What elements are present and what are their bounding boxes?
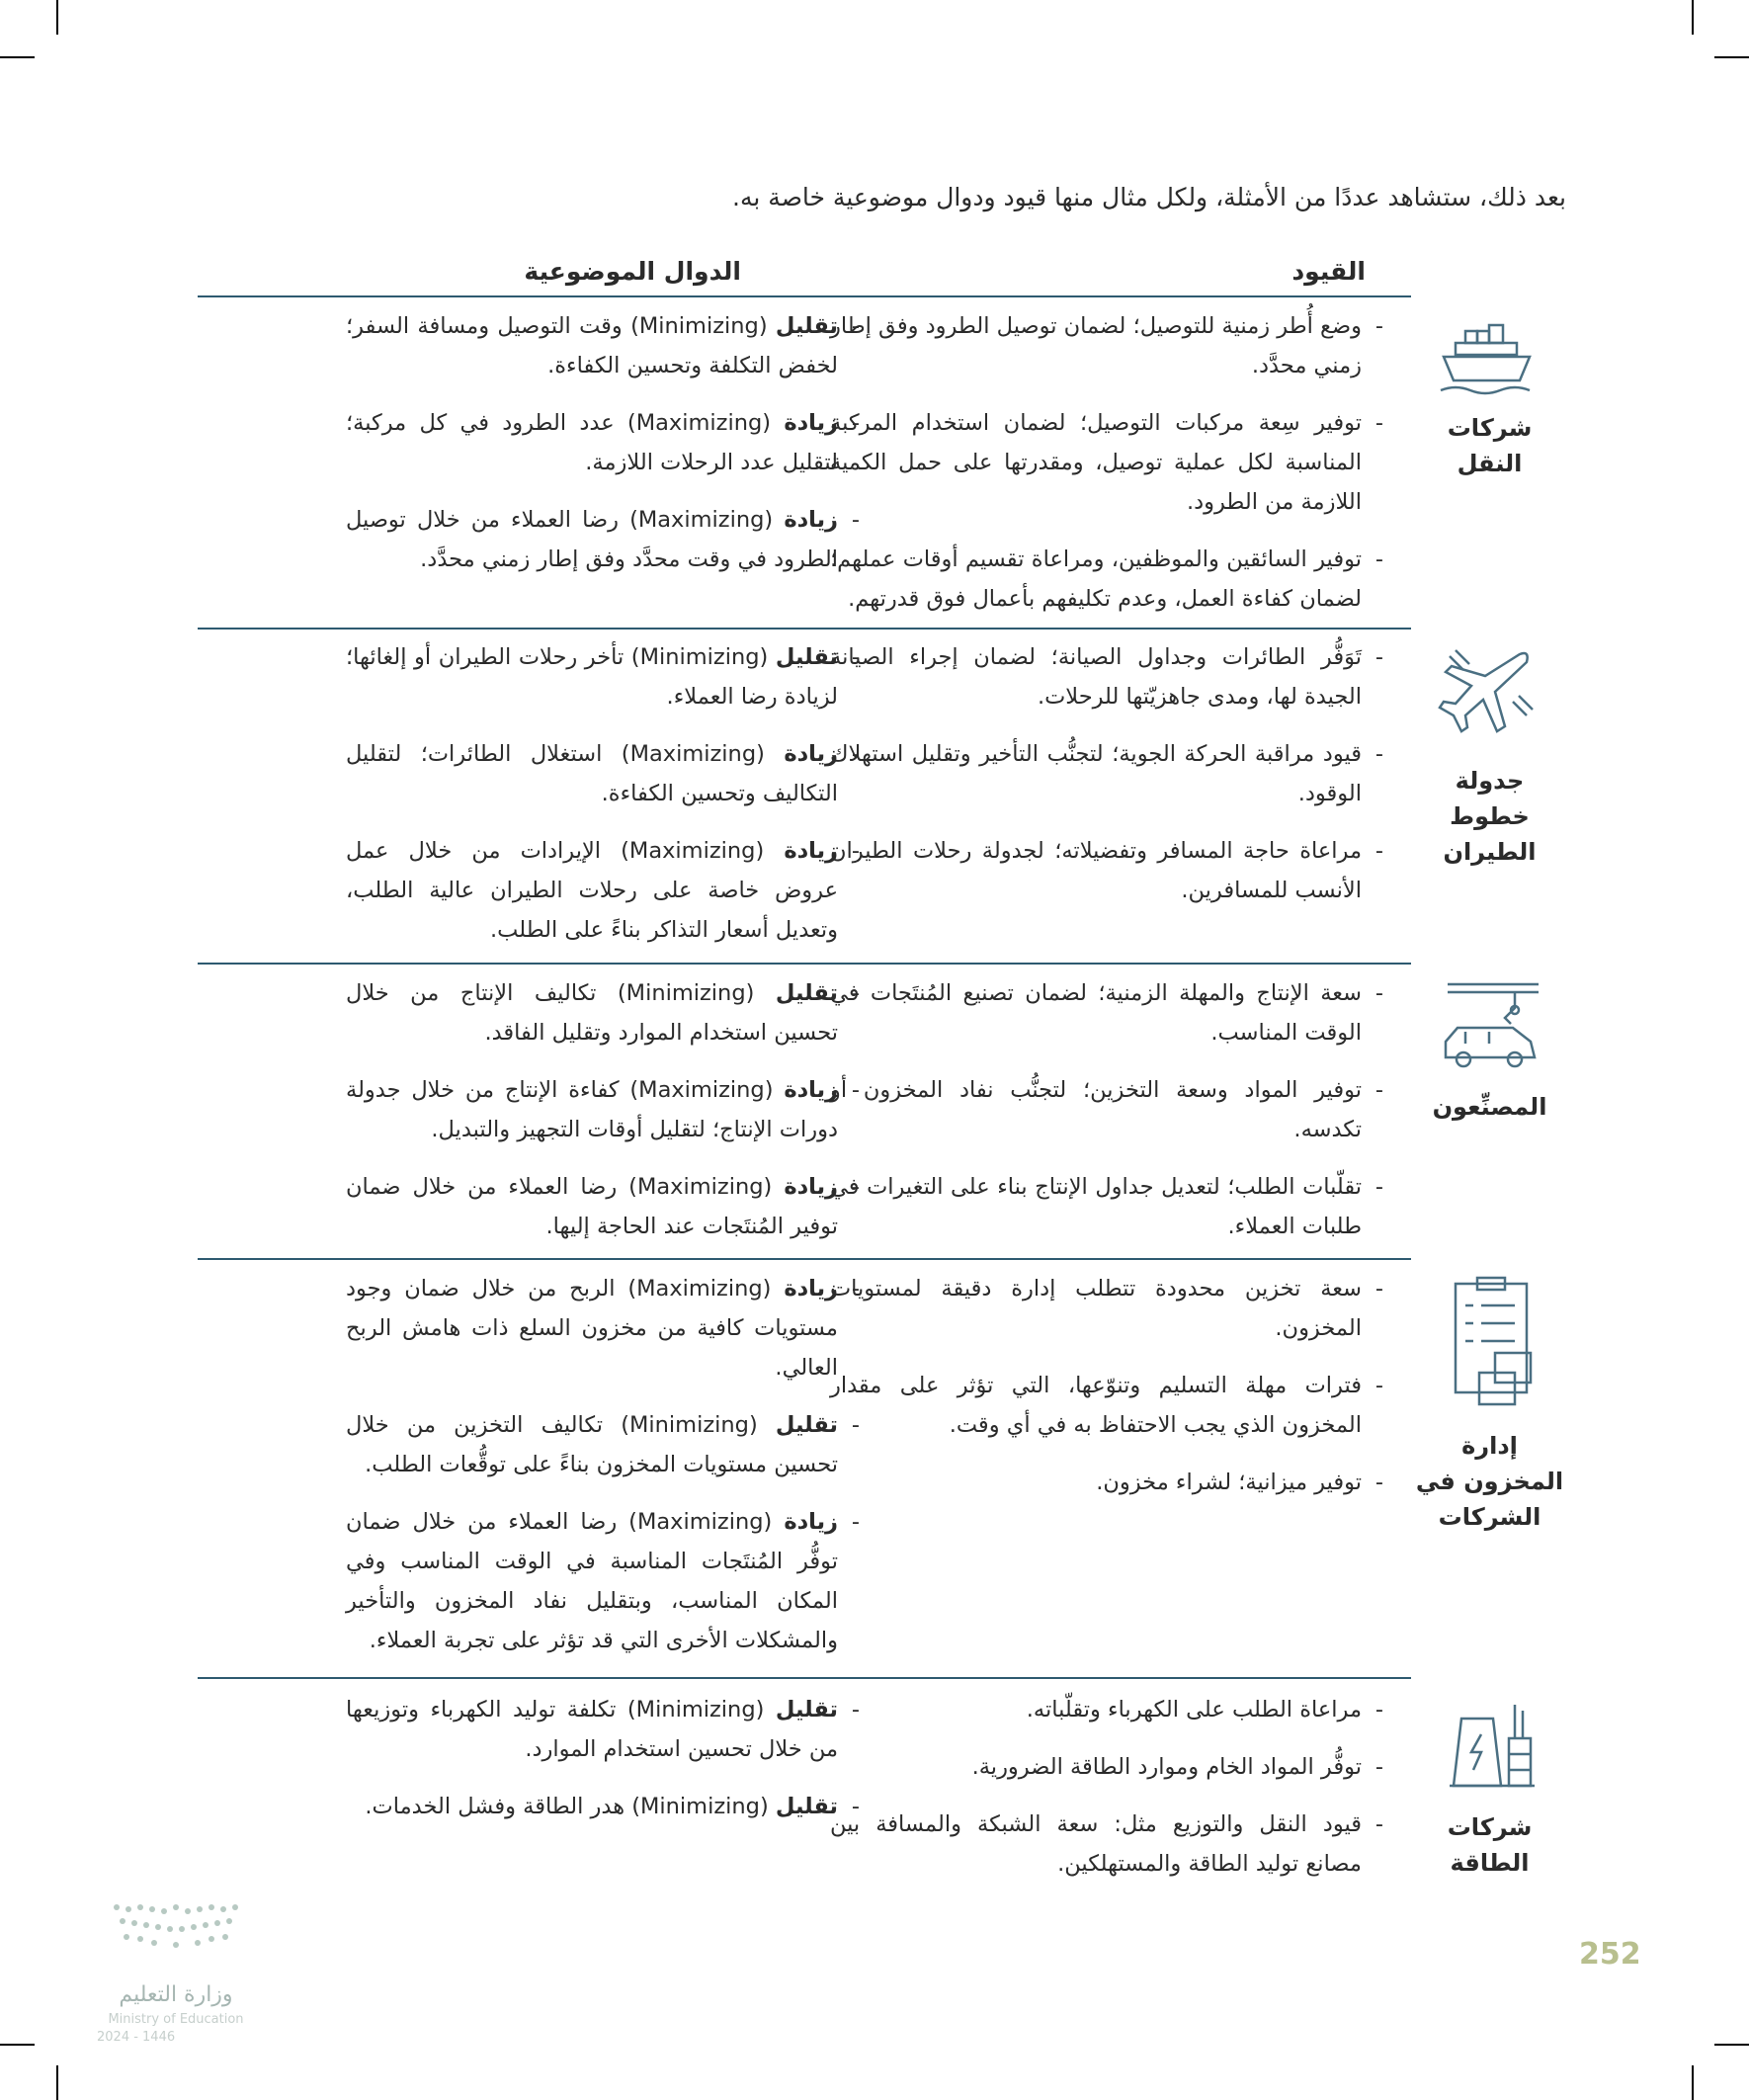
objective-keyword: تقليل	[775, 313, 838, 339]
objectives-list	[346, 637, 860, 967]
objective-item	[346, 734, 860, 813]
constraint-item: - توفير المواد وسعة التخزين؛ لتجنُّب نفاد المخزون أو تكدسه.	[830, 1070, 1383, 1149]
objective-text: (Minimizing) تأخر رحلات الطيران أو إلغائها؛ لزيادة رضا العملاء.	[346, 644, 838, 710]
objective-item	[346, 1502, 860, 1660]
objective-text: (Maximizing) الربح من خلال ضمان وجود مستويات كافية من مخزون السلع ذات هامش الربح العالي.	[346, 1276, 838, 1381]
objective-text: (Maximizing) رضا العملاء من خلال ضمان توفير المُنتَجات عند الحاجة إليها.	[346, 1174, 838, 1239]
objective-text: (Maximizing) رضا العملاء من خلال توصيل الطرود في وقت محدَّد وفق إطار زمني محدَّد.	[346, 507, 838, 572]
intro-paragraph: بعد ذلك، ستشاهد عددًا من الأمثلة، ولكل مثال منها قيود ودوال موضوعية خاصة به.	[732, 183, 1566, 211]
objective-item	[346, 1070, 860, 1149]
crop-mark	[1692, 2065, 1694, 2100]
section-title: شركات الطاقة	[1447, 1813, 1533, 1877]
objective-item	[346, 1167, 860, 1246]
objective-text: (Maximizing) كفاءة الإنتاج من خلال جدولة دورات الإنتاج؛ لتقليل أوقات التجهيز والتبديل.	[346, 1077, 838, 1142]
constraint-item: - مراعاة الطلب على الكهرباء وتقلّباته.	[830, 1690, 1383, 1729]
objective-item	[346, 500, 860, 579]
objective-item	[346, 637, 860, 716]
page-number: 252	[1579, 1937, 1641, 1972]
constraints-list	[830, 637, 1383, 928]
ministry-logo-arabic: وزارة التعليم	[119, 1982, 233, 2007]
constraints-list	[830, 1269, 1383, 1520]
objective-keyword: زيادة	[784, 507, 838, 533]
objective-item	[346, 831, 860, 950]
objectives-list	[346, 1269, 860, 1678]
constraints-list	[830, 306, 1383, 636]
objective-keyword: زيادة	[784, 1276, 838, 1302]
constraint-item: - قيود النقل والتوزيع مثل: سعة الشبكة والمسافة بين مصانع توليد الطاقة والمستهلكين.	[830, 1805, 1383, 1884]
objective-keyword: زيادة	[784, 1174, 838, 1200]
objective-keyword: تقليل	[775, 980, 839, 1006]
objective-keyword: تقليل	[775, 1697, 838, 1722]
objective-item	[346, 1405, 860, 1484]
section-title: جدولة خطوط الطيران	[1443, 767, 1537, 866]
constraint-item: - توفير سِعة مركبات التوصيل؛ لضمان استخدام المركبة المناسبة لكل عملية توصيل، ومقدرتها على حمل الكمية اللازمة من الطرود.	[830, 403, 1383, 522]
objective-item	[346, 973, 860, 1052]
crop-mark	[0, 56, 35, 58]
objective-keyword: تقليل	[775, 1412, 839, 1438]
constraint-item: - تقلّبات الطلب؛ لتعديل جداول الإنتاج بناء على التغيرات في طلبات العملاء.	[830, 1167, 1383, 1246]
section-title: شركات النقل	[1447, 414, 1533, 477]
objective-keyword: زيادة	[784, 838, 839, 864]
objective-text: (Minimizing) هدر الطاقة وفشل الخدمات.	[365, 1794, 769, 1819]
crop-mark	[1692, 0, 1694, 35]
crop-mark	[1714, 2044, 1749, 2046]
crop-mark	[1714, 56, 1749, 58]
objective-text: (Minimizing) تكلفة توليد الكهرباء وتوزيعها من خلال تحسين استخدام الموارد.	[346, 1697, 838, 1762]
airplane-icon	[1436, 642, 1544, 741]
constraint-item: - توفير السائقين والموظفين، ومراعاة تقسيم أوقات عملهم؛ لضمان كفاءة العمل، وعدم تكليفهم بأعمال فوق قدرتهم.	[830, 540, 1383, 619]
objective-text: (Minimizing) تكاليف الإنتاج من خلال تحسين استخدام الموارد وتقليل الفاقد.	[346, 980, 838, 1046]
ministry-logo-year: 2024 - 1446	[97, 2030, 176, 2045]
crop-mark	[56, 2065, 58, 2100]
constraints-list	[830, 1690, 1383, 1901]
objective-keyword: تقليل	[775, 1794, 838, 1819]
objective-item	[346, 306, 860, 385]
objective-text: (Minimizing) تكاليف التخزين من خلال تحسين مستويات المخزون بناءً على توقُّعات الطلب.	[346, 1412, 838, 1477]
constraint-item: - توفُّر المواد الخام وموارد الطاقة الضرورية.	[830, 1747, 1383, 1787]
table-divider	[198, 295, 1411, 297]
objectives-list	[346, 973, 860, 1264]
car-factory-icon	[1436, 978, 1544, 1077]
objective-text: (Maximizing) استغلال الطائرات؛ لتقليل التكاليف وتحسين الكفاءة.	[346, 741, 838, 806]
objective-item	[346, 1269, 860, 1387]
constraints-header: القيود	[1291, 257, 1366, 286]
objective-item	[346, 403, 860, 482]
objective-text: (Minimizing) وقت التوصيل ومسافة السفر؛ لخفض التكلفة وتحسين الكفاءة.	[346, 313, 838, 378]
objective-keyword: زيادة	[784, 741, 838, 767]
constraint-item: - مراعاة حاجة المسافر وتفضيلاته؛ لجدولة رحلات الطيران الأنسب للمسافرين.	[830, 831, 1383, 910]
objectives-header: الدوال الموضوعية	[524, 257, 741, 286]
constraint-item: - توفير ميزانية؛ لشراء مخزون.	[830, 1463, 1383, 1502]
constraint-item: - وضع أُطر زمنية للتوصيل؛ لضمان توصيل الطرود وفق إطار زمني محدَّد.	[830, 306, 1383, 385]
objectives-list	[346, 1690, 860, 1844]
objective-item	[346, 1787, 860, 1826]
ministry-logo-english: Ministry of Education	[108, 2012, 244, 2027]
constraints-list	[830, 973, 1383, 1264]
constraint-item: - سعة تخزين محدودة تتطلب إدارة دقيقة لمستويات المخزون.	[830, 1269, 1383, 1348]
crop-mark	[56, 0, 58, 35]
constraint-item: - فترات مهلة التسليم وتنوّعها، التي تؤثر على مقدار المخزون الذي يجب الاحتفاظ به في أي وقت.	[830, 1366, 1383, 1445]
objectives-list	[346, 306, 860, 597]
section-title: إدارة المخزون في الشركات	[1415, 1432, 1564, 1531]
objective-keyword: تقليل	[775, 644, 838, 670]
section-title: المصنِّعون	[1432, 1093, 1547, 1121]
power-plant-icon	[1436, 1695, 1544, 1794]
ministry-logo-icon	[97, 1897, 255, 1967]
constraint-item: - قيود مراقبة الحركة الجوية؛ لتجنُّب التأخير وتقليل استهلاك الوقود.	[830, 734, 1383, 813]
constraint-item: - سعة الإنتاج والمهلة الزمنية؛ لضمان تصنيع المُنتَجات في الوقت المناسب.	[830, 973, 1383, 1052]
objective-keyword: زيادة	[784, 1509, 838, 1535]
constraint-item: - تَوَفُّر الطائرات وجداول الصيانة؛ لضمان إجراء الصيانة الجيدة لها، ومدى جاهزيّتها للرحلات.	[830, 637, 1383, 716]
objective-item	[346, 1690, 860, 1769]
objective-text: (Maximizing) عدد الطرود في كل مركبة؛ لتقليل عدد الرحلات اللازمة.	[346, 410, 838, 475]
crop-mark	[0, 2044, 35, 2046]
objective-keyword: زيادة	[784, 1077, 839, 1103]
inventory-clipboard-icon	[1436, 1274, 1544, 1412]
ship-icon	[1436, 311, 1544, 410]
objective-text: (Maximizing) الإيرادات من خلال عمل عروض خاصة على رحلات الطيران عالية الطلب، وتعديل أسعار التذاكر بناءً على الطلب.	[346, 838, 838, 943]
objective-keyword: زيادة	[784, 410, 838, 436]
objective-text: (Maximizing) رضا العملاء من خلال ضمان توفُّر المُنتَجات المناسبة في الوقت المناسب وفي المكان المناسب، وبتقليل نفاد المخزون والتأخير والمشكلات الأخرى التي قد تؤثر على تجربة العملاء.	[346, 1509, 838, 1653]
